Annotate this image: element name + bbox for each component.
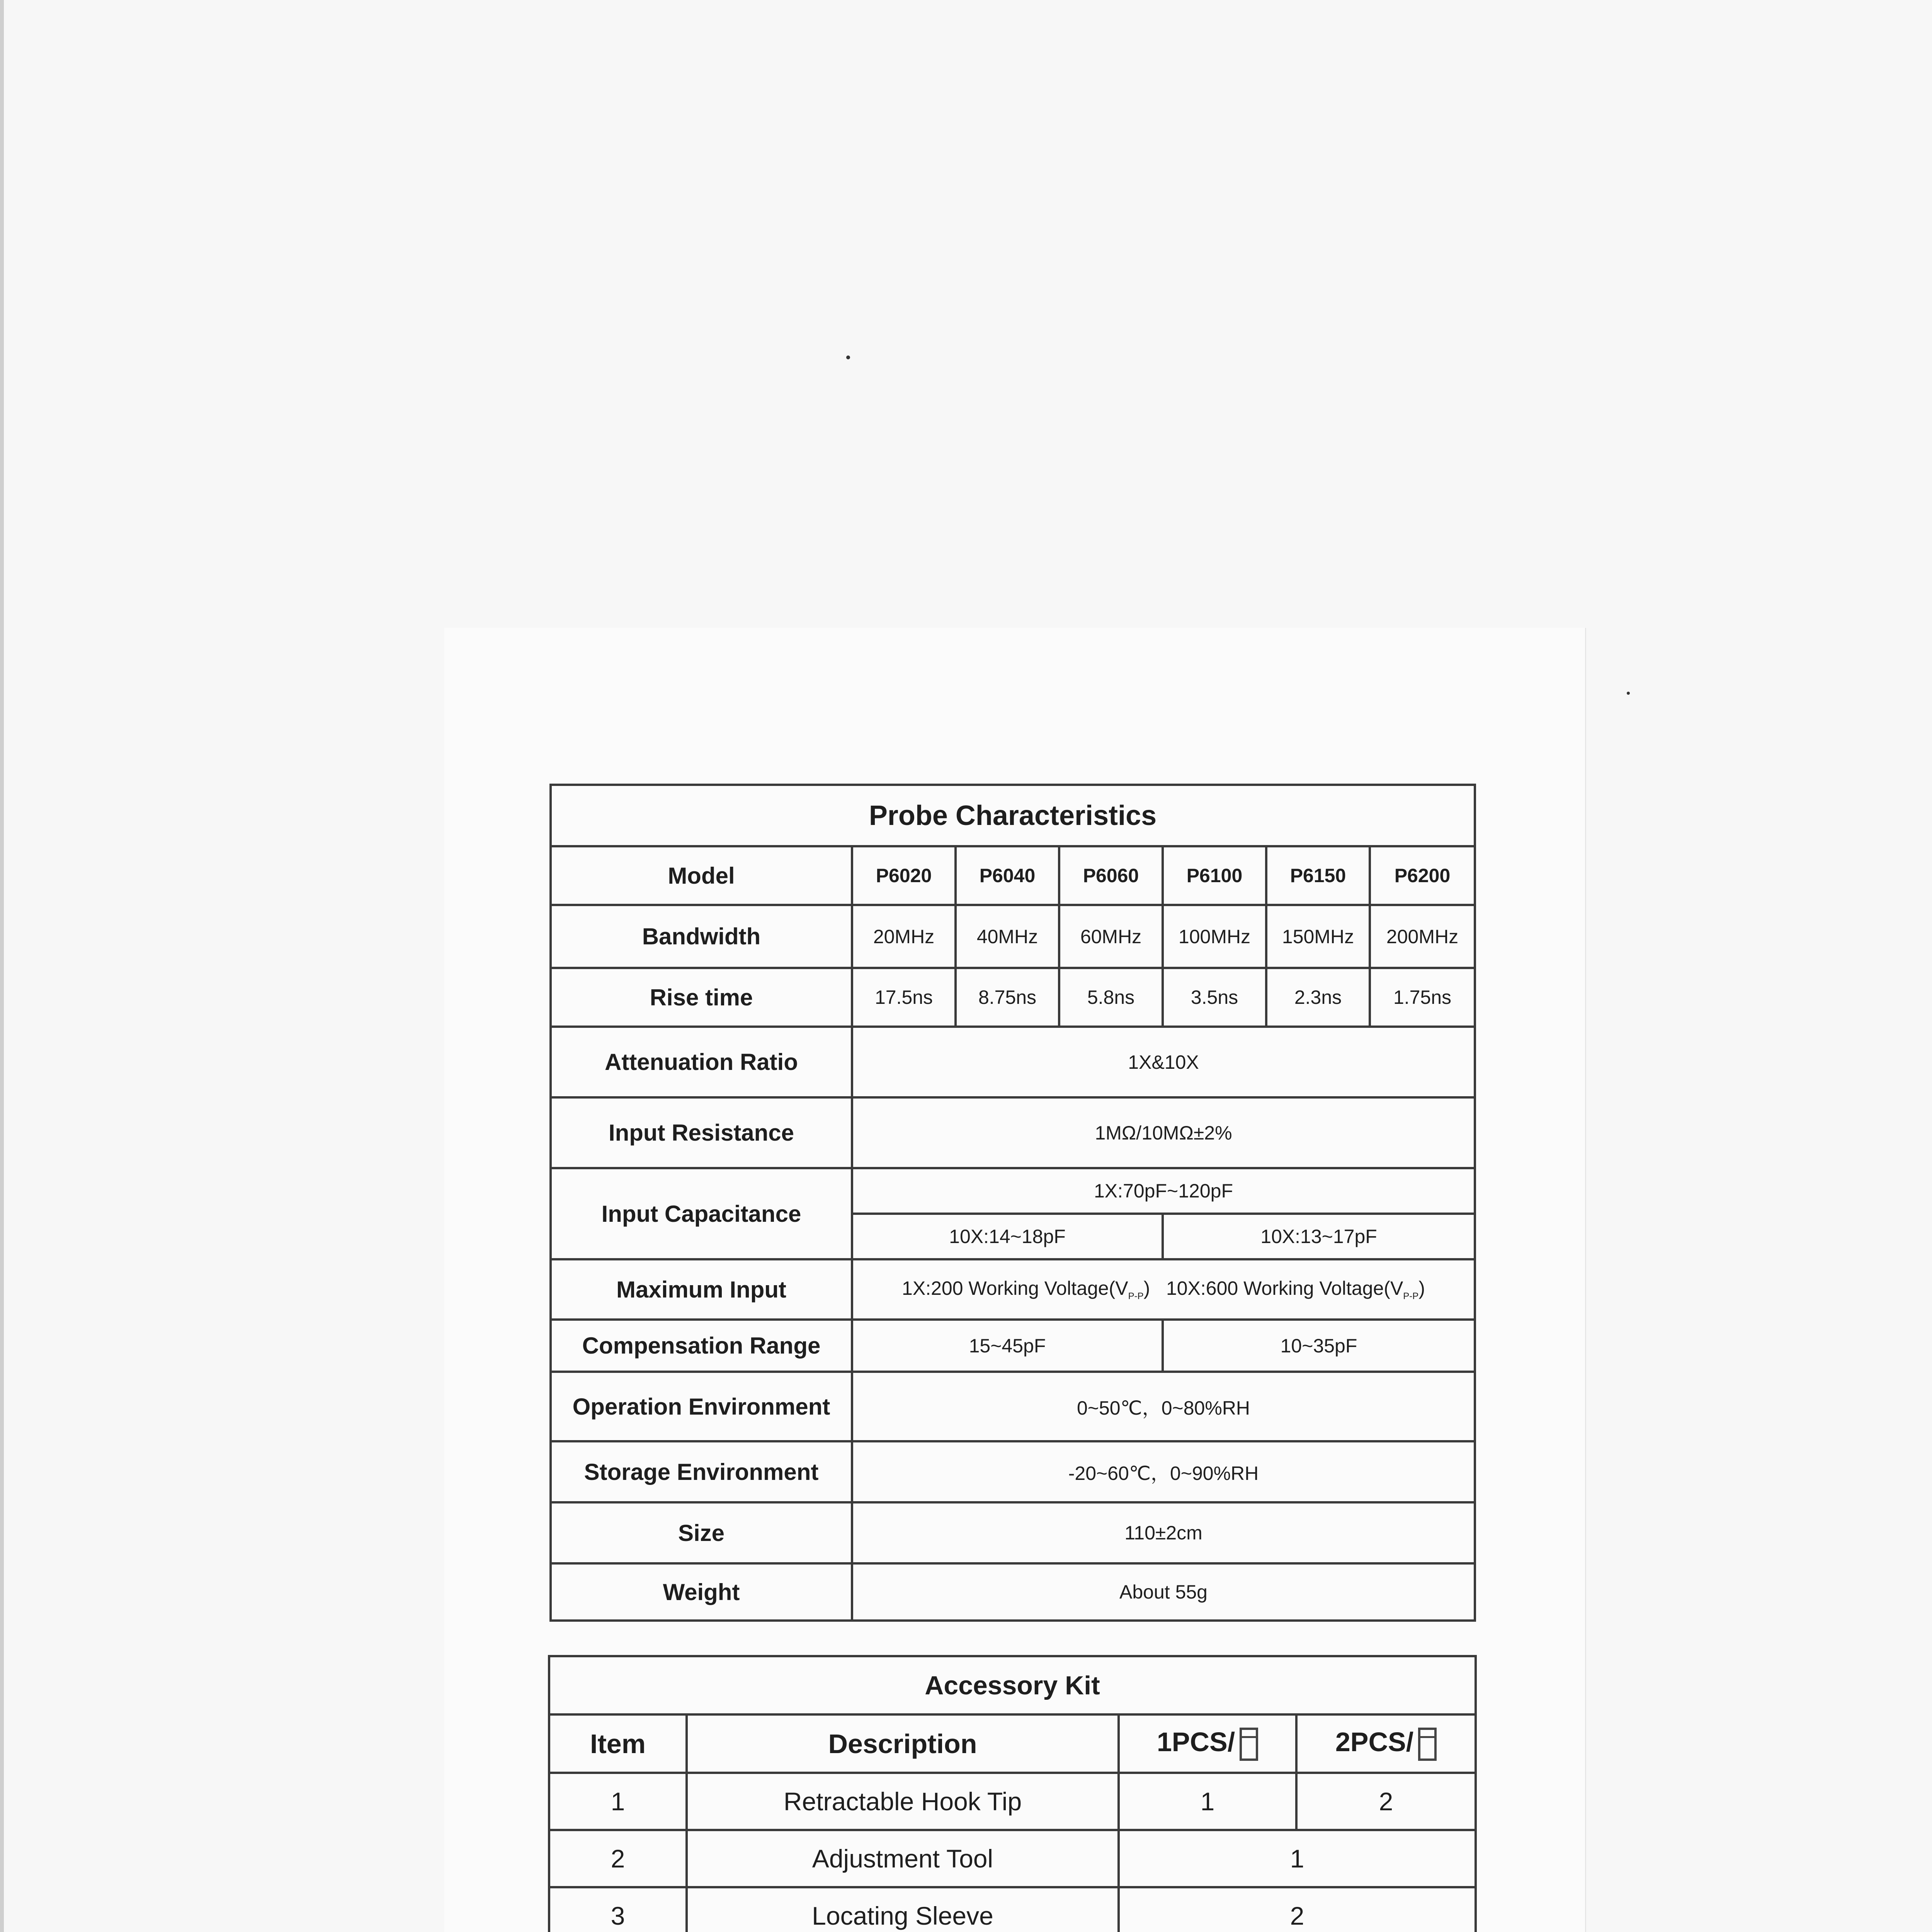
capacitance-10x-value-a: 10X:14~18pF [852,1214,1163,1259]
item-column-header: Item [549,1714,687,1773]
dust-speck [846,355,850,359]
rise-time-cell: 3.5ns [1163,968,1266,1027]
bandwidth-cell: 60MHz [1059,905,1163,968]
bandwidth-cell: 200MHz [1370,905,1475,968]
maximum-input-label: Maximum Input [551,1259,852,1320]
operation-environment-label: Operation Environment [551,1372,852,1441]
item-number: 3 [549,1887,687,1932]
box-icon [1418,1728,1437,1761]
accessory-table-title: Accessory Kit [549,1656,1476,1714]
document-sheet [444,628,1586,1932]
max-input-1x: 1X:200 Working Voltage(V [902,1277,1128,1299]
attenuation-value: 1X&10X [852,1027,1475,1097]
model-label: Model [551,846,852,905]
pp-subscript: P-P [1403,1291,1419,1301]
model-cell: P6100 [1163,846,1266,905]
probe-characteristics-table [549,784,1476,1622]
box-icon [1240,1728,1258,1761]
model-cell: P6040 [956,846,1059,905]
storage-environment-value: -20~60℃，0~90%RH [852,1441,1475,1502]
item-number: 2 [549,1830,687,1887]
item-qty-1pcs: 1 [1119,1773,1296,1830]
rise-time-cell: 1.75ns [1370,968,1475,1027]
size-value: 110±2cm [852,1502,1475,1563]
max-input-close: ) [1418,1277,1425,1299]
item-number: 1 [549,1773,687,1830]
storage-environment-label: Storage Environment [551,1441,852,1502]
bandwidth-cell: 150MHz [1266,905,1370,968]
item-description: Retractable Hook Tip [687,1773,1119,1830]
operation-environment-value: 0~50℃，0~80%RH [852,1372,1475,1441]
rise-time-cell: 8.75ns [956,968,1059,1027]
capacitance-10x-value-b: 10X:13~17pF [1163,1214,1475,1259]
input-resistance-label: Input Resistance [551,1097,852,1168]
rise-time-cell: 2.3ns [1266,968,1370,1027]
probe-table-title: Probe Characteristics [551,785,1475,846]
rise-time-cell: 17.5ns [852,968,956,1027]
scan-edge [0,0,4,1932]
bandwidth-label: Bandwidth [551,905,852,968]
item-qty: 2 [1119,1887,1476,1932]
input-capacitance-label: Input Capacitance [551,1168,852,1259]
bandwidth-cell: 40MHz [956,905,1059,968]
rise-time-label: Rise time [551,968,852,1027]
model-cell: P6020 [852,846,956,905]
2pcs-column-header [1296,1714,1476,1773]
input-resistance-value: 1MΩ/10MΩ±2% [852,1097,1475,1168]
compensation-range-label: Compensation Range [551,1320,852,1372]
1pcs-column-header [1119,1714,1296,1773]
maximum-input-value [852,1259,1475,1320]
model-cell: P6200 [1370,846,1475,905]
bandwidth-cell: 20MHz [852,905,956,968]
dust-speck [1627,692,1630,695]
attenuation-label: Attenuation Ratio [551,1027,852,1097]
max-input-10x: 10X:600 Working Voltage(V [1166,1277,1403,1299]
rise-time-cell: 5.8ns [1059,968,1163,1027]
item-qty-2pcs: 2 [1296,1773,1476,1830]
compensation-value-b: 10~35pF [1163,1320,1475,1372]
description-column-header: Description [687,1714,1119,1773]
1pcs-label: 1PCS/ [1156,1727,1235,1757]
accessory-kit-table [548,1655,1477,1932]
weight-label: Weight [551,1563,852,1621]
model-cell: P6150 [1266,846,1370,905]
pp-subscript: P-P [1128,1291,1144,1301]
size-label: Size [551,1502,852,1563]
model-cell: P6060 [1059,846,1163,905]
compensation-value-a: 15~45pF [852,1320,1163,1372]
2pcs-label: 2PCS/ [1335,1727,1414,1757]
max-input-close: ) [1143,1277,1150,1299]
item-description: Locating Sleeve [687,1887,1119,1932]
item-qty: 1 [1119,1830,1476,1887]
capacitance-1x-value: 1X:70pF~120pF [852,1168,1475,1214]
item-description: Adjustment Tool [687,1830,1119,1887]
weight-value: About 55g [852,1563,1475,1621]
bandwidth-cell: 100MHz [1163,905,1266,968]
